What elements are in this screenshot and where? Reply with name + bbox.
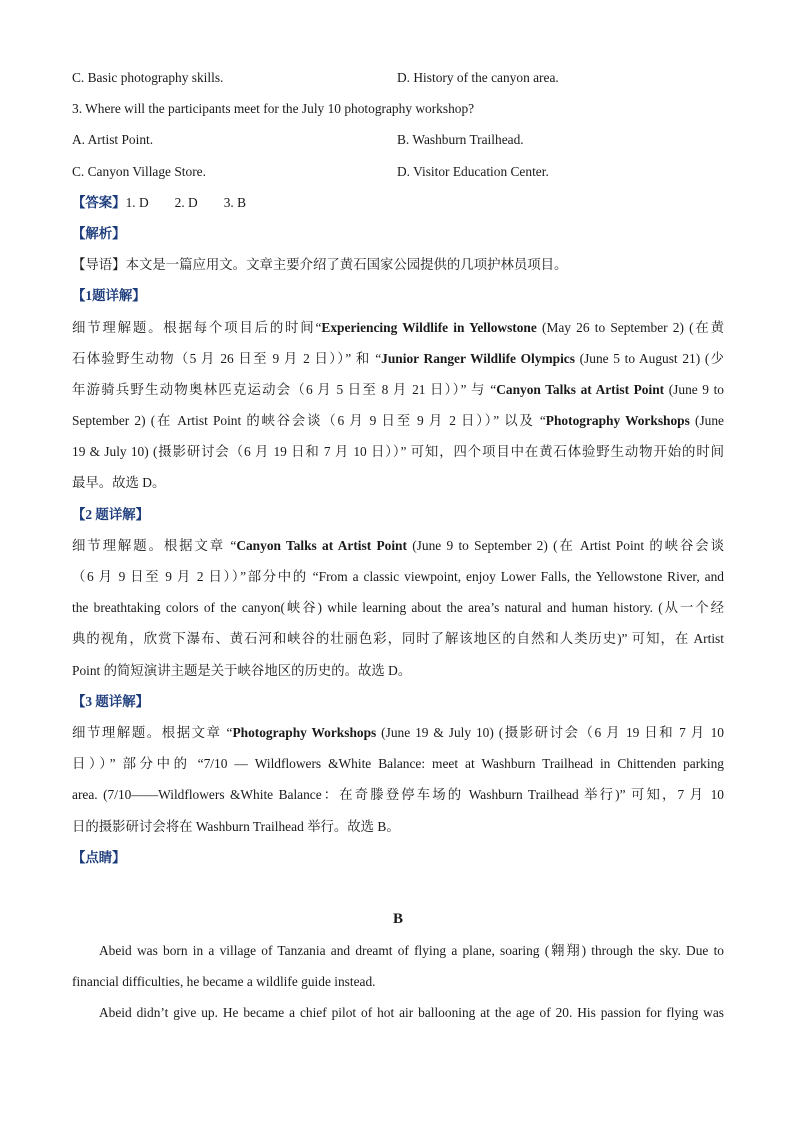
detail-3-line-3: area. (7/10——Wildflowers &White Balance：在奇滕登停车场的 Washburn Trailhead 举行)” 可知，7 月 10 [72,787,724,803]
text-run: September 2) (在 Artist Point 的峡谷会谈（6 月 9 日至 9 月 2 日））” 以及 “ [72,413,546,429]
text-run: 细节理解题。根据文章 “ [72,724,233,740]
text-run: (June 9 to [664,381,724,397]
text-run: 细节理解题。根据每个项目后的时间“ [72,319,322,335]
bold-title: Experiencing Wildlife in Yellowstone [321,319,537,335]
guide-text: 本文是一篇应用文。文章主要介绍了黄石国家公园提供的几项护林员项目。 [125,257,568,273]
comment-heading [72,842,724,873]
section-b-para-2-line-1: Abeid didn’t give up. He became a chief pilot of hot air ballooning at the age of 20. His passion for flying was [99,1005,724,1021]
bold-title: Photography Workshops [545,413,690,429]
guide-label: 【导语】 [72,257,126,273]
text-run: 细节理解题。根据文章 “ [72,537,237,553]
detail-2-heading [72,499,724,530]
q2-option-c: C. Basic photography skills. [72,70,224,85]
detail-1-line-2 [72,343,724,374]
detail-2-line-3: the breathtaking colors of the canyon(峡谷) while learning about the area’s natural and human history. (从一个经 [72,600,724,616]
detail-2-label: 【2 题详解】 [72,506,149,522]
section-b-para-1-line-2: financial difficulties, he became a wildlife guide instead. [72,974,376,990]
bold-title: Photography Workshops [232,724,377,740]
q3-option-a: A. Artist Point. [72,132,154,148]
detail-2-line-4: 典的视角，欣赏下瀑布、黄石河和峡谷的壮丽色彩，同时了解该地区的自然和人类历史)” 可知，在 Artist [72,631,724,647]
q3-options-row-1 [72,124,724,155]
detail-1-line-4 [72,405,724,436]
analysis-heading [72,218,724,249]
document-page [72,62,724,1029]
detail-2-line-2: （6 月 9 日至 9 月 2 日））”部分中的 “From a classic viewpoint, enjoy Lower Falls, the Yellowstone River, and [72,569,724,584]
section-b-heading: B [392,910,403,927]
answer-line [72,187,724,218]
detail-3-line-1 [72,717,724,748]
text-run: (June 9 to September 2) (在 Artist Point 的峡谷会谈 [406,537,724,553]
detail-2-line-5: Point 的简短演讲主题是关于峡谷地区的历史的。故选 D。 [72,662,412,678]
detail-1-line-3 [72,374,724,405]
detail-3-heading [72,686,724,717]
q3-option-c: C. Canyon Village Store. [72,163,206,179]
text-run: (June 19 & July 10) (摄影研讨会（6 月 19 日和 7 月 10 [376,724,724,740]
q3-option-d: D. Visitor Education Center. [397,163,549,179]
text-run: (June 5 to August 21) (少 [574,350,724,366]
detail-2-line-1 [72,530,724,561]
q3-options-row-2 [72,156,724,187]
detail-1-line-1 [72,312,724,343]
q2-options-row [72,62,724,93]
detail-1-line-6: 最早。故选 D。 [72,475,166,491]
text-run: 石体验野生动物（5 月 26 日至 9 月 2 日））” 和 “ [72,350,382,366]
answer-label: 【答案】 [72,194,126,210]
bold-title: Junior Ranger Wildlife Olympics [381,350,575,366]
detail-1-label: 【1题详解】 [72,288,146,304]
answer-1: 1. D [125,194,149,210]
detail-3-line-4: 日的摄影研讨会将在 Washburn Trailhead 举行。故选 B。 [72,818,400,834]
text-run: 年游骑兵野生动物奥林匹克运动会（6 月 5 日至 8 月 21 日））” 与 “ [72,381,497,397]
analysis-label: 【解析】 [72,225,126,241]
answer-2: 2. D [174,194,198,210]
answer-3: 3. B [223,194,247,210]
text-run: (May 26 to September 2) (在黄 [536,319,724,335]
bold-title: Canyon Talks at Artist Point [236,537,407,553]
detail-3-label: 【3 题详解】 [72,693,149,709]
detail-1-line-5: 19 & July 10) (摄影研讨会（6 月 19 日和 7 月 10 日））” 可知，四个项目中在黄石体验野生动物开始的时间 [72,444,724,460]
section-b-para-1-line-1: Abeid was born in a village of Tanzania and dreamt of flying a plane, soaring (翱翔) through the sky. Due to [99,943,724,959]
q3-question: 3. Where will the participants meet for the July 10 photography workshop? [72,101,475,117]
comment-label: 【点睛】 [72,849,126,865]
q2-option-d: D. History of the canyon area. [397,70,559,85]
q3-option-b: B. Washburn Trailhead. [397,132,524,148]
detail-1-heading [72,280,724,311]
guide-line [72,249,724,280]
detail-3-line-2: 日））” 部分中的 “7/10 — Wildflowers &White Balance: meet at Washburn Trailhead in Chittenden parking [72,756,724,772]
bold-title: Canyon Talks at Artist Point [496,381,665,397]
text-run: (June [689,413,724,429]
